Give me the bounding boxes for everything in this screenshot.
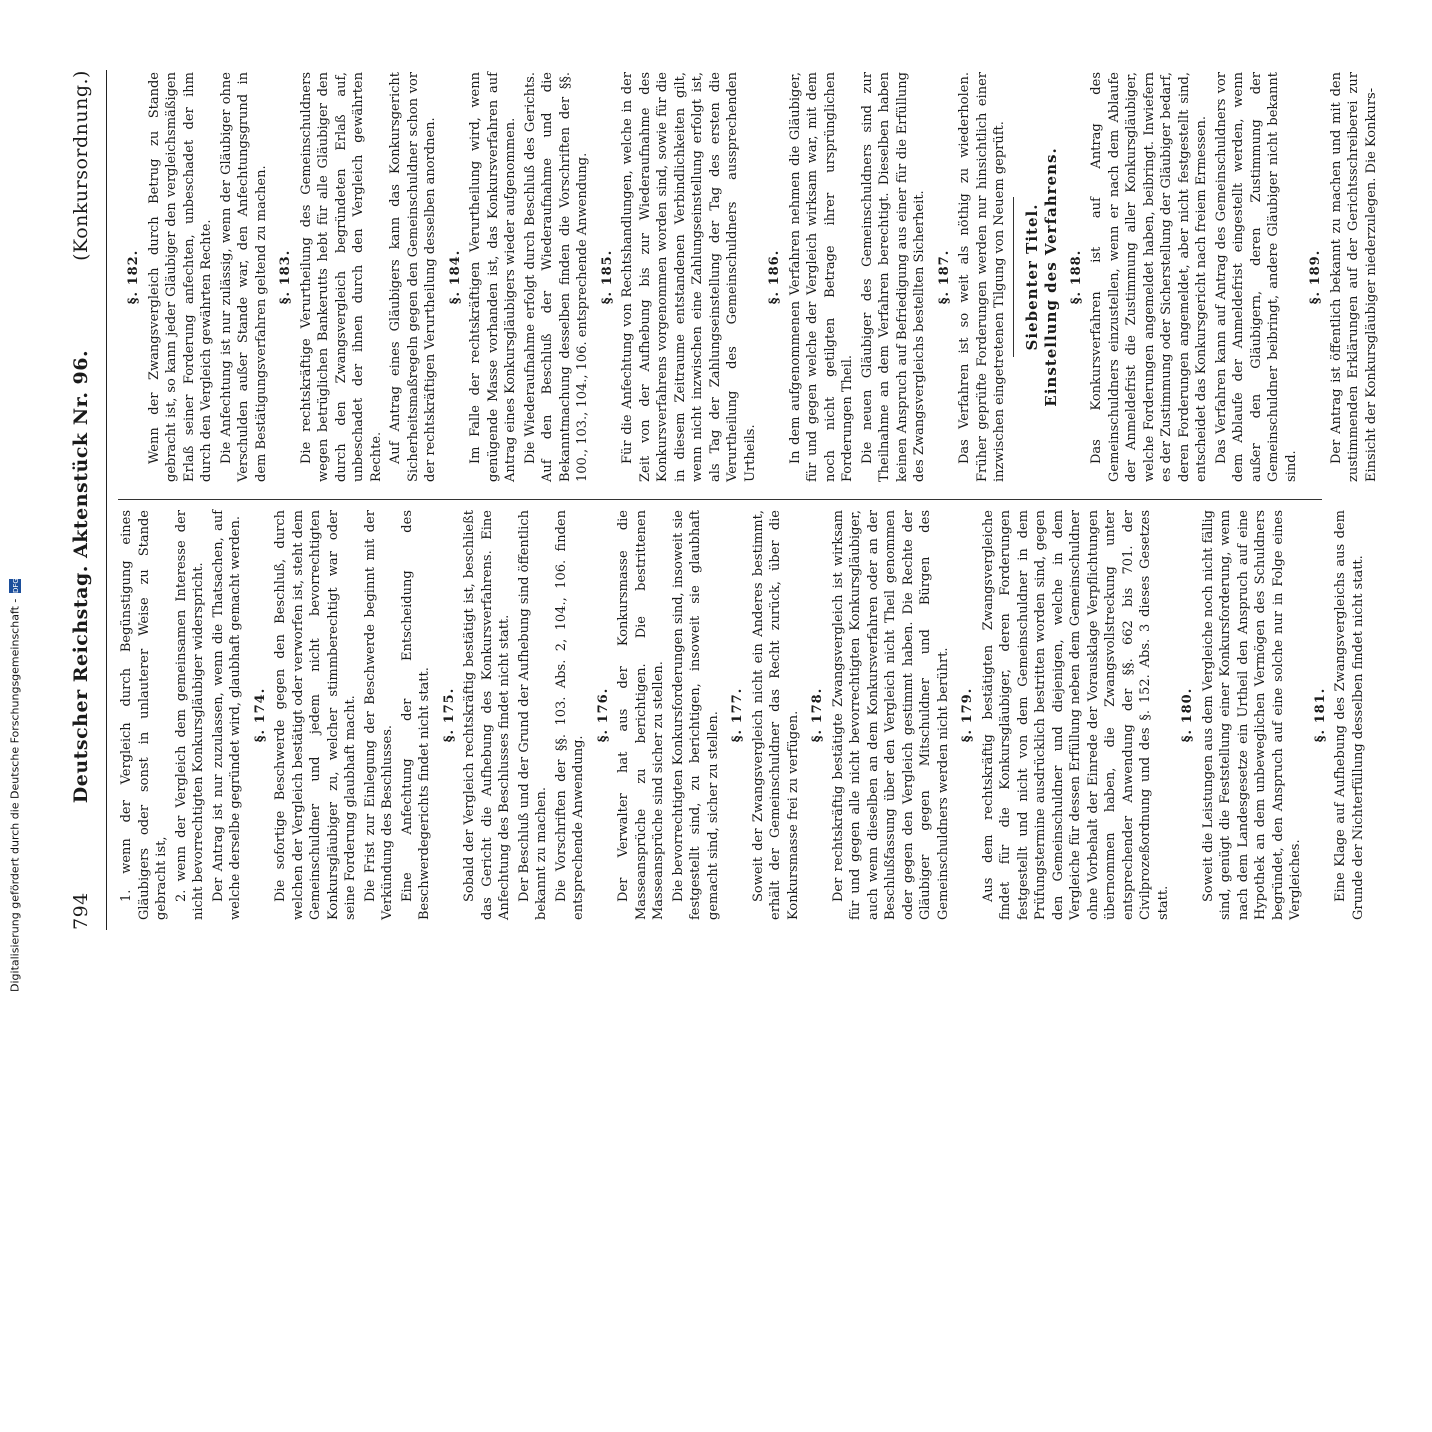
chapter-subtitle: Einstellung des Verfahrens. [1042, 147, 1060, 407]
right-column [118, 72, 1379, 482]
section-heading: §. 187. [936, 249, 952, 305]
paragraph: Eine Klage auf Aufhebung des Zwangsvergleichs aus dem Grunde der Nichterfüllung desselben findet nicht statt. [1333, 510, 1366, 920]
paragraph: Auf Antrag eines Gläubigers kann das Konkursgericht Sicherheitsmaßregeln gegen den Gemeinschuldner schon vor der rechtskräftigen Verurtheilung desselben anordnen. [388, 72, 438, 482]
section-heading: §. 179. [960, 687, 975, 743]
paragraph: Eine Anfechtung der Entscheidung des Beschwerdegerichts findet nicht statt. [399, 510, 432, 920]
paragraph: Im Falle der rechtskräftigen Verurtheilung wird, wenn genügende Masse vorhanden ist, das Konkursverfahren auf Antrag eines Konkursgläubigers wieder aufgenommen. [468, 72, 518, 482]
paragraph: Die Wiederaufnahme erfolgt durch Beschluß des Gerichts. Auf den Beschluß der Wiederaufnahme und die Bekanntmachung desselben finden die Vorschriften der §§. 100., 103., 104., 106. entsprechende Anwendung. [522, 72, 590, 482]
section-heading: §. 185. [599, 249, 615, 305]
scan-page [70, 0, 1432, 1432]
paragraph: Der Beschluß und der Grund der Aufhebung sind öffentlich bekannt zu machen. [516, 510, 549, 920]
chapter-title: Siebenter Titel. [1022, 203, 1041, 351]
page-number: 794 [70, 892, 92, 930]
section-heading: §. 189. [1308, 249, 1323, 305]
paragraph: Soweit die Leistungen aus dem Vergleiche noch nicht fällig sind, genügt die Feststellung einer Konkursforderung, wenn nach dem Landesgesetze ein Urtheil den Anspruch auf eine Hypothek an dem unbeweglichen Vermögen des Schuldners begründet, den Anspruch auf eine solche nur in Folge eines Vergleiches. [1200, 510, 1303, 920]
credit-text: Digitalisierung gefördert durch die Deutsche Forschungsgemeinschaft - [8, 598, 22, 992]
left-column [118, 510, 1366, 920]
paragraph: Die sofortige Beschwerde gegen den Beschluß, durch welchen der Vergleich bestätigt oder verworfen ist, steht dem Gemeinschuldner und jedem nicht bevorrechtigten Konkursgläubiger zu, welcher stimmberechtigt war oder seine Forderung glaubhaft macht. [273, 510, 358, 920]
paragraph: Aus dem rechtskräftig bestätigten Zwangsvergleiche findet für die Konkursgläubiger, deren Forderungen festgestellt und nicht von dem Gemeinschuldner in dem Prüfungstermine ausdrücklich bestritten worden sind, gegen den Gemeinschuldner und diejenigen, welche in dem Vergleiche für dessen Erfüllung neben dem Gemeinschuldner ohne Vorbehalt der Einrede der Vorausklage Verpflichtungen übernommen haben, die Zwangsvollstreckung unter entsprechender Anwendung der §§. 662 bis 701. der Civilprozeßordnung und des §. 152. Abs. 3 dieses Gesetzes statt. [980, 510, 1171, 920]
paragraph: Die bevorrechtigten Konkursforderungen sind, insoweit sie festgestellt sind, zu berichtigen, insoweit sie glaubhaft gemacht sind, sicher zu stellen. [670, 510, 721, 920]
page-title: Deutscher Reichstag. Aktenstück Nr. 96. [70, 349, 92, 804]
section-heading: §. 183. [278, 249, 293, 305]
paragraph: Soweit der Zwangsvergleich nicht ein Anderes bestimmt, erhält der Gemeinschuldner das Recht zurück, über die Konkursmasse frei zu verfügen. [750, 510, 801, 920]
section-rule [1013, 197, 1014, 357]
section-heading: §. 175. [441, 687, 457, 743]
paragraph: 2. wenn der Vergleich dem gemeinsamen Interesse der nicht bevorrechtigten Konkursgläubiger widerspricht. [173, 510, 206, 920]
section-heading: §. 180. [1180, 687, 1195, 743]
paragraph: Das Verfahren kann auf Antrag des Gemeinschuldners vor dem Ablaufe der Anmeldefrist eingestellt werden, wenn außer den Gläubigern, deren Zustimmung der Gemeinschuldner beibringt, andere Gläubiger nicht bekannt sind. [1213, 72, 1299, 482]
paragraph: Die rechtskräftige Verurtheilung des Gemeinschuldners wegen betrüglichen Bankerutts hebt für alle Gläubiger den durch den Zwangsvergleich begründeten Erlaß auf, unbeschadet der ihnen durch den Vergleich gewährten Rechte. [298, 72, 384, 482]
dfg-logo-icon: DFG [9, 579, 21, 593]
paragraph: In dem aufgenommenen Verfahren nehmen die Gläubiger, für und gegen welche der Vergleich wirksam war, mit dem noch nicht getilgten Betrage ihrer ursprünglichen Forderungen Theil. [787, 72, 855, 482]
section-heading: §. 182. [126, 249, 141, 305]
paragraph: Die Anfechtung ist nur zulässig, wenn der Gläubiger ohne Verschulden außer Stande war, den Anfechtungsgrund in dem Bestätigungsverfahren geltend zu machen. [218, 72, 269, 482]
column-divider [118, 499, 1322, 500]
paragraph: Für die Anfechtung von Rechtshandlungen, welche in der Zeit von der Aufhebung bis zur Wiederaufnahme des Konkursverfahrens vorgenommen worden sind, sowie für die in diesem Zeitraume entstandenen Verbindlichkeiten gilt, wenn nicht inzwischen eine Zahlungseinstellung erfolgt ist, als Tag der Zahlungseinstellung der Tag des ersten die Verurtheilung des Gemeinschuldners aussprechenden Urtheils. [620, 72, 758, 482]
paragraph: Der Antrag ist öffentlich bekannt zu machen und mit den zustimmenden Erklärungen auf der Gerichtsschreiberei zur Einsicht der Konkursgläubiger niederzulegen. Die Konkurs- [1328, 72, 1379, 482]
paragraph: Die Vorschriften der §§. 103. Abs. 2, 104., 106. finden entsprechende Anwendung. [553, 510, 586, 920]
paragraph: Das Verfahren ist so weit als nöthig zu wiederholen. Früher geprüfte Forderungen werden nur hinsichtlich einer inzwischen eingetretenen Tilgung von Neuem geprüft. [957, 72, 1007, 482]
dfg-credit [6, 2, 24, 992]
section-heading: §. 174. [252, 687, 268, 743]
section-heading: §. 178. [810, 687, 825, 743]
paragraph: Die neuen Gläubiger des Gemeinschuldners sind zur Theilnahme an dem Verfahren berechtigt. Dieselben haben keinen Anspruch auf Befriedigung aus einer für die Erfüllung des Zwangsvergleichs bestellten Sicherheit. [859, 72, 927, 482]
section-heading: §. 176. [595, 687, 611, 743]
paragraph: Der Antrag ist nur zuzulassen, wenn die Thatsachen, auf welche derselbe gegründet wird, glaubhaft gemacht werden. [210, 510, 243, 920]
paragraph: Sobald der Vergleich rechtskräftig bestätigt ist, beschließt das Gericht die Aufhebung des Konkursverfahrens. Eine Anfechtung des Beschlusses findet nicht statt. [462, 510, 512, 920]
section-heading: §. 186. [767, 249, 782, 305]
paragraph: Wenn der Zwangsvergleich durch Betrug zu Stande gebracht ist, so kann jeder Gläubiger den vergleichsmäßigen Erlaß seiner Forderung anfechten, unbeschadet der ihm durch den Vergleich gewährten Rechte. [146, 72, 214, 482]
paragraph: Der Verwalter hat aus der Konkursmasse die Masseansprüche zu berichtigen. Die bestrittenen Masseansprüche sind sicher zu stellen. [616, 510, 666, 920]
section-heading: §. 177. [730, 687, 745, 743]
paragraph: Der rechtskräftig bestätigte Zwangsvergleich ist wirksam für und gegen alle nicht bevorrechtigten Konkursgläubiger, auch wenn dieselben an dem Konkursverfahren oder an der Beschlußfassung über den Vergleich nicht Theil genommen oder gegen den Vergleich gestimmt haben. Die Rechte der Gläubiger gegen Mitschuldner und Bürgen des Gemeinschuldners werden nicht berührt. [830, 510, 951, 920]
page-subtitle: (Konkursordnung.) [70, 70, 92, 261]
section-heading: §. 188. [1068, 249, 1084, 305]
page-header [70, 70, 107, 930]
section-heading: §. 184. [447, 249, 463, 305]
section-heading: §. 181. [1312, 687, 1328, 743]
paragraph: Das Konkursverfahren ist auf Antrag des Gemeinschuldners einzustellen, wenn er nach dem Ablaufe der Anmeldefrist die Zustimmung aller Konkursgläubiger, welche Forderungen angemeldet haben, beibringt. Inwiefern es der Zustimmung oder Sicherstellung der Gläubiger bedarf, deren Forderungen angemeldet, aber nicht festgestellt sind, entscheidet das Konkursgericht nach freiem Ermessen. [1089, 72, 1209, 482]
paragraph: Die Frist zur Einlegung der Beschwerde beginnt mit der Verkündung des Beschlusses. [362, 510, 395, 920]
paragraph: 1. wenn der Vergleich durch Begünstigung eines Gläubigers oder sonst in unlauterer Weise zu Stande gebracht ist, [119, 510, 169, 920]
